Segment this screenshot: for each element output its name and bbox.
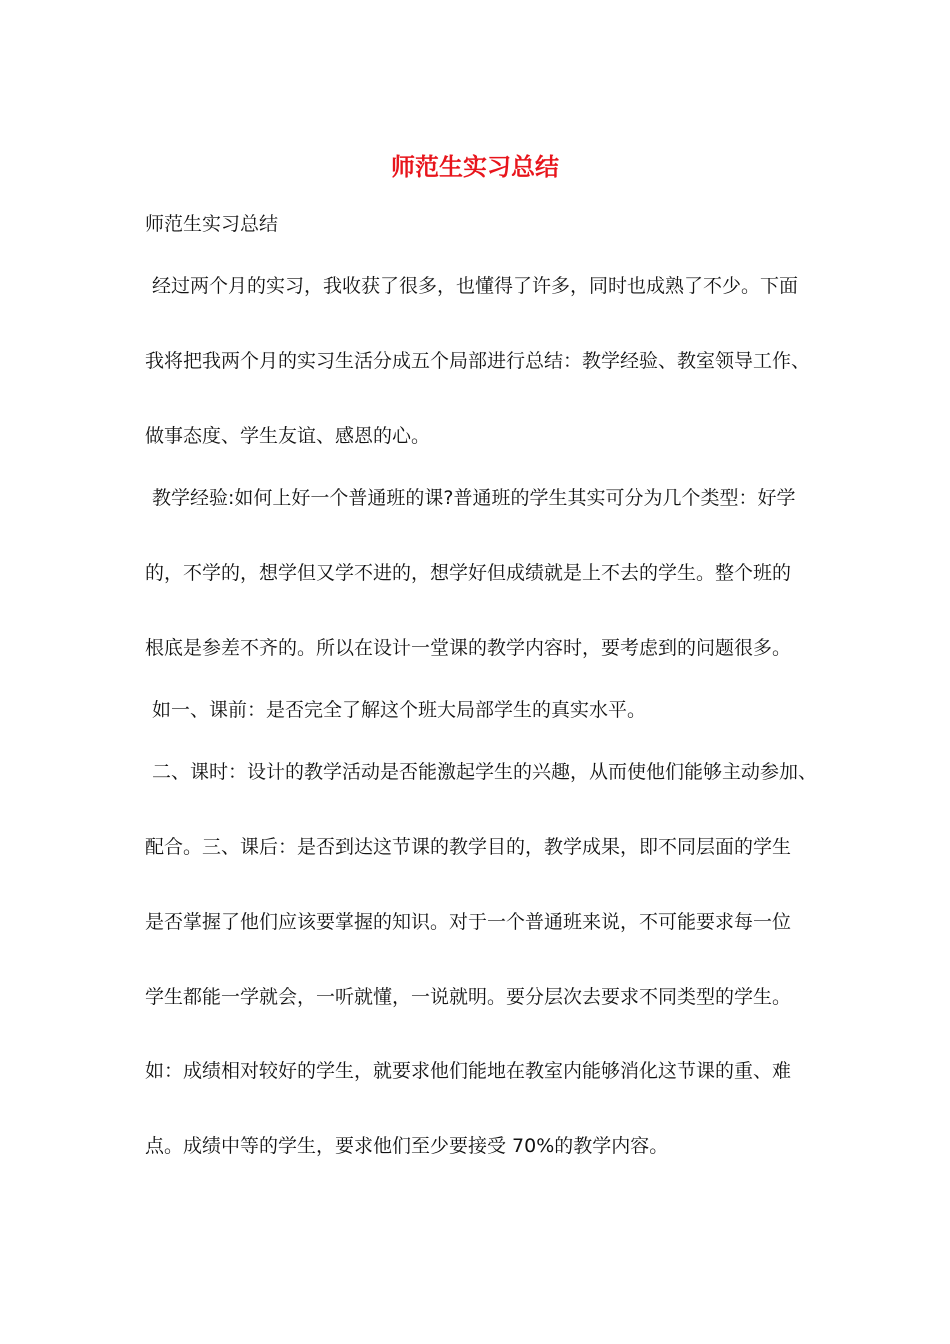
paragraph-line: 教学经验:如何上好一个普通班的课?普通班的学生其实可分为几个类型：好学 xyxy=(152,487,796,509)
paragraph-line: 我将把我两个月的实习生活分成五个局部进行总结：教学经验、教室领导工作、 xyxy=(145,350,811,372)
paragraph-line: 学生都能一学就会，一听就懂，一说就明。要分层次去要求不同类型的学生。 xyxy=(145,986,792,1008)
paragraph-line: 是否掌握了他们应该要掌握的知识。对于一个普通班来说，不可能要求每一位 xyxy=(145,911,792,933)
paragraph-line: 配合。三、课后：是否到达这节课的教学目的，教学成果，即不同层面的学生 xyxy=(145,836,792,858)
paragraph-line: 如：成绩相对较好的学生，就要求他们能地在教室内能够消化这节课的重、难 xyxy=(145,1060,792,1082)
paragraph-line: 点。成绩中等的学生，要求他们至少要接受 70%的教学内容。 xyxy=(145,1135,669,1157)
paragraph-line: 二、课时：设计的教学活动是否能激起学生的兴趣，从而使他们能够主动参加、 xyxy=(152,761,818,783)
paragraph-line: 做事态度、学生友谊、感恩的心。 xyxy=(145,425,431,447)
paragraph-line: 的，不学的，想学但又学不进的，想学好但成绩就是上不去的学生。整个班的 xyxy=(145,562,792,584)
paragraph-line: 经过两个月的实习，我收获了很多，也懂得了许多，同时也成熟了不少。下面 xyxy=(152,275,799,297)
document-title: 师范生实习总结 xyxy=(391,152,559,181)
document-subtitle: 师范生实习总结 xyxy=(145,213,279,235)
paragraph-line: 如一、课前：是否完全了解这个班大局部学生的真实水平。 xyxy=(152,699,647,721)
paragraph-line: 根底是参差不齐的。所以在设计一堂课的教学内容时，要考虑到的问题很多。 xyxy=(145,637,792,659)
